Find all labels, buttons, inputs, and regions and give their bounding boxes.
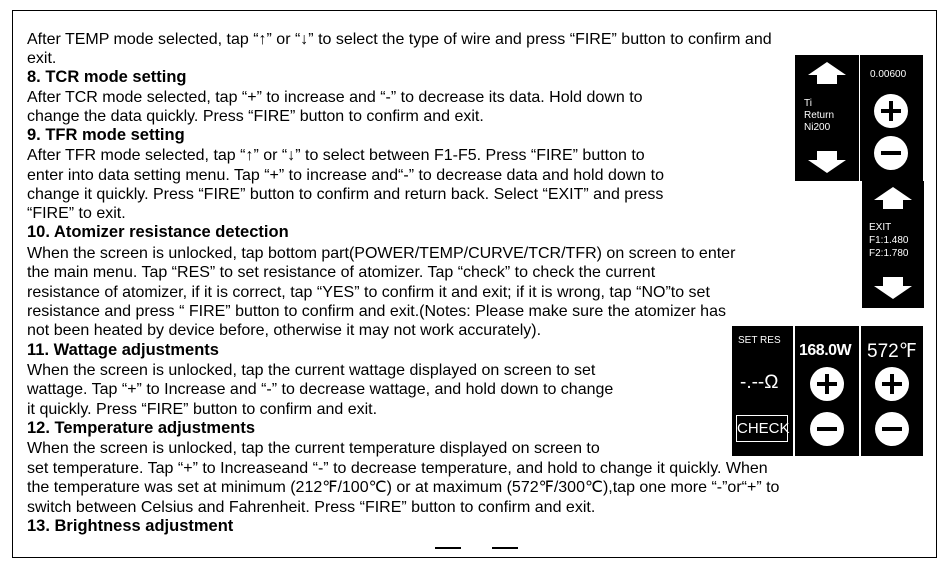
body-line: After TFR mode selected, tap “↑” or “↓” to select between F1-F5. Press “FIRE” button to [27,147,645,164]
body-line: When the screen is unlocked, tap bottom part(POWER/TEMP/CURVE/TCR/TFR) on screen to enter [27,245,736,262]
up-arrow-icon[interactable] [807,61,847,85]
body-line: switch between Celsius and Fahrenheit. Press “FIRE” button to confirm and exit. [27,499,596,516]
body-line: exit. [27,50,57,67]
plus-icon[interactable] [875,367,909,401]
section-heading-tcr: 8. TCR mode setting [27,68,187,86]
down-arrow-icon[interactable] [807,150,847,174]
tfr-panel [862,181,924,308]
body-line: change the data quickly. Press “FIRE” button to confirm and exit. [27,108,484,125]
body-line: wattage. Tap “+” to Increase and “-” to decrease wattage, and hold down to change [27,381,614,398]
body-line: the temperature was set at minimum (212℉/100℃) or at maximum (572℉/300℃),tap one more “-”or“+” to [27,479,780,496]
set-res-panel [732,326,793,456]
section-heading-wattage: 11. Wattage adjustments [27,341,219,359]
wire-option-return[interactable]: Return [804,110,835,121]
section-heading-tfr: 9. TFR mode setting [27,126,185,144]
wattage-panel [795,326,859,456]
check-button[interactable]: CHECK [736,415,788,442]
plus-icon[interactable] [810,367,844,401]
minus-icon[interactable] [875,412,909,446]
section-heading-temperature: 12. Temperature adjustments [27,419,256,437]
body-line: not been heated by device before, otherwise it may not work accurately). [27,322,542,339]
body-line: After TCR mode selected, tap “+” to increase and “-” to decrease its data. Hold down to [27,89,643,106]
body-line: change it quickly. Press “FIRE” button to confirm and return back. Select “EXIT” and press [27,186,664,203]
body-line: enter into data setting menu. Tap “+” to increase and“-” to decrease data and hold down to [27,167,664,184]
temperature-panel [861,326,923,456]
section-heading-brightness: 13. Brightness adjustment [27,517,234,535]
plus-icon[interactable] [874,94,908,128]
wattage-value[interactable]: 168.0W [799,342,852,359]
body-line: After TEMP mode selected, tap “↑” or “↓” to select the type of wire and press “FIRE” button to confirm and [27,31,772,48]
resistance-value: -.--Ω [740,372,779,393]
down-arrow-icon[interactable] [873,276,913,300]
body-line: set temperature. Tap “+” to Increaseand “-” to decrease temperature, and hold to change it quickly. When [27,460,768,477]
body-line: resistance and press “ FIRE” button to confirm and exit.(Notes: Please make sure the atomizer has [27,303,726,320]
body-line: it quickly. Press “FIRE” button to confirm and exit. [27,401,378,418]
page-number-mark-right [492,547,518,549]
temperature-value[interactable]: 572℉ [867,341,917,362]
body-line: the main menu. Tap “RES” to set resistance of atomizer. Tap “check” to check the current [27,264,656,281]
wire-option-ni200[interactable]: Ni200 [804,122,831,133]
tcr-wire-panel [795,55,859,181]
body-line: When the screen is unlocked, tap the current wattage displayed on screen to set [27,362,596,379]
minus-icon[interactable] [874,136,908,170]
tcr-value-panel [860,55,923,181]
body-line: “FIRE” to exit. [27,205,126,222]
tfr-f1-value[interactable]: F1:1.480 [869,235,909,246]
up-arrow-icon[interactable] [873,186,913,210]
wire-option-ti[interactable]: Ti [804,98,812,109]
page-number-mark-left [435,547,461,549]
body-line: resistance of atomizer, if it is correct, tap “YES” to confirm it and exit; if it is wrong, tap “NO”to set [27,284,710,301]
tcr-value: 0.00600 [870,69,907,80]
section-heading-atomizer: 10. Atomizer resistance detection [27,223,289,241]
tfr-exit-option[interactable]: EXIT [869,222,892,233]
body-line: When the screen is unlocked, tap the current temperature displayed on screen to [27,440,600,457]
minus-icon[interactable] [810,412,844,446]
tfr-f2-value[interactable]: F2:1.780 [869,248,909,259]
set-res-label: SET RES [738,335,781,346]
